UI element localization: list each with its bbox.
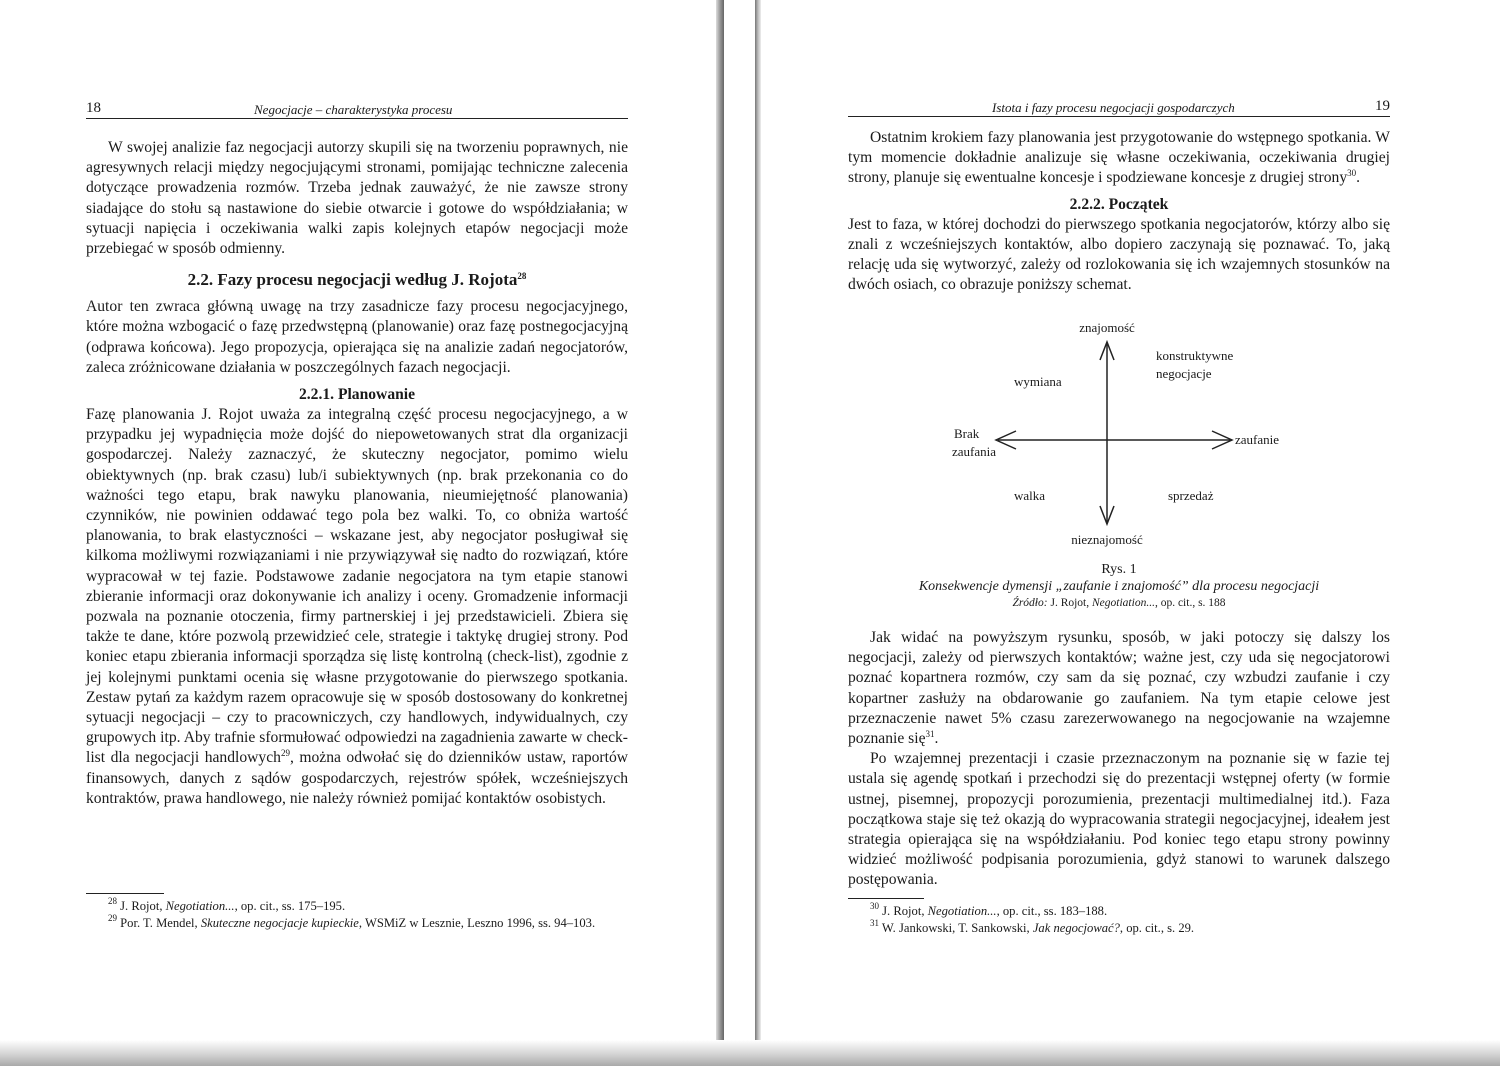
- planning-paragraph: Fazę planowania J. Rojot uważa za integralną część procesu negocjacyjnego, a w przypadku jej wypadnięcia może dojść do niepowetowanych strat dla organizacji gospodarczej. Należy zaznaczyć, że skuteczny negocjator, pomimo wielu obiektywnych (np. brak czasu) lub/i subiektywnych (np. brak przekonania co do ważności tego etapu, brak nawyku planowania, nieumiejętność planowania) czynników, nie powinien oddawać tego pola bez walki. To, co obniża wartość planowania, to brak elastyczności – wskazane jest, aby negocjator posługiwał się kilkoma możliwymi rozwiązaniami i nie przywiązywał się nadto do rozwiązań, które wypracował w tej fazie. Podstawowe zadanie negocjatora na tym etapie stanowi zbieranie informacji oraz dokonywanie ich analizy i oceny. Gromadzenie informacji pozwala na poznanie otoczenia, firmy partnerskiej i jej przedstawicieli. Zbiera się także te dane, które pozwolą przewidzieć cele, strategie i taktykę drugiej strony. Pod koniec etapu zbierania informacji sporządza się listę kontrolną (check-list), zgodnie z jej kolejnymi punktami ocenia się własne przygotowanie do pierwszego spotkania. Zestaw pytań za każdym razem opracowuje się w sposób dostosowany do konkretnej sytuacji negocjacji – czy to pracowniczych, czy handlowych, indywidualnych, czy grupowych itp. Aby trafnie sformułować odpowiedzi na zagadnienia zawarte w check-list dla negocjacji handlowych$^{29}$, można odwołać się do dzienników ustaw, raportów finansowych, danych z sądów gospodarczych, rejestrów spółek, wcześniejszych kontraktów, prawa handlowego, nie należy również pomijać kontaktów osobistych.: [86, 406, 628, 807]
- right-footnotes: [848, 903, 1390, 937]
- footnote-rule: [848, 898, 924, 899]
- footnote-ref: 29: [280, 748, 290, 759]
- axis-label-right: zaufanie: [1235, 432, 1280, 447]
- intro-paragraph: Ostatnim krokiem fazy planowania jest przygotowanie do wstępnego spotkania. W tym momencie dokładnie analizuje się własne oczekiwania, oczekiwania drugiej strony, planuje się ewentualne koncesje i spodziewane koncesje z drugiej strony$^{30}$.: [848, 129, 1390, 187]
- footnote-ref: 31: [925, 729, 935, 740]
- quadrant-label: walka: [1014, 488, 1046, 503]
- footnote: $^{30}$ J. Rojot, Negotiation..., op. cit., ss. 183–188.: [870, 901, 1108, 918]
- subsection-heading: 2.2.2. Początek: [1069, 195, 1169, 213]
- page-number: 19: [1375, 98, 1390, 114]
- section-heading: 2.2. Fazy procesu negocjacji według J. Rojota$^{28}$: [187, 270, 527, 290]
- caption-number: Rys. 1: [1101, 562, 1137, 577]
- footnote: $^{31}$ W. Jankowski, T. Sankowski, Jak negocjować?, op. cit., s. 29.: [870, 918, 1195, 935]
- right-page: [760, 0, 1500, 1066]
- right-running-header: [848, 96, 1390, 117]
- running-head: Istota i fazy procesu negocjacji gospodarczych: [992, 100, 1235, 115]
- footnote: $^{28}$ J. Rojot, Negotiation..., op. cit., ss. 175–195.: [108, 896, 346, 913]
- quadrant-label: konstruktywne: [1156, 348, 1234, 363]
- scan-bottom-shadow: [0, 1040, 1500, 1066]
- paragraph: Jak widać na powyższym rysunku, sposób, w jaki potoczy się dalszy los negocjacji, zależy od pierwszych kontaktów; ważne jest, czy uda się negocjatorowi poznać kopartnera rozmów, czy sam da się poznać, czy wzbudzi zaufanie i czy kopartner zasłuży na obdarowanie go zaufaniem. Na tym etapie celowe jest przeznaczenie nawet 5% czasu zarezerwowanego na negocjowanie na wzajemne poznanie się$^{31}$.: [848, 629, 1390, 748]
- footnote-rule: [86, 893, 164, 894]
- quadrant-label: sprzedaż: [1168, 488, 1214, 503]
- left-page: [0, 0, 740, 1066]
- right-body-bottom: [848, 628, 1390, 891]
- caption-source: Źródło: J. Rojot, Negotiation..., op. cit., s. 188: [1012, 597, 1226, 609]
- footnote: $^{29}$ Por. T. Mendel, Skuteczne negocjacje kupieckie, WSMiZ w Lesznie, Leszno 1996, ss. 94–103.: [108, 913, 596, 930]
- section-paragraph: Autor ten zwraca główną uwagę na trzy zasadnicze fazy procesu negocjacyjnego, które można wzbogacić o fazę przedwstępną (planowanie) oraz fazę postnegocjacyjną (odprawa końcowa). Jego propozycja, opierająca się na analizie zadań negocjatorów, zaleca zróżnicowane działania w poszczególnych fazach negocjacji.: [86, 298, 628, 376]
- axis-label-top: znajomość: [1079, 320, 1135, 335]
- quadrant-label: wymiana: [1014, 374, 1062, 389]
- intro-paragraph: W swojej analizie faz negocjacji autorzy skupili się na tworzeniu poprawnych, nie agresywnych relacji między negocjującymi stronami, pomijając techniczne zalecenia dotyczące prowadzenia rozmów. Trzeba jednak zauważyć, że nie zawsze strony siadające do stołu są nastawione do siebie otwarcie i gotowe do współdziałania; w sytuacji napięcia i oczekiwania walki zapis kolejnych etapów negocjacji może przebiegać w sposób odmienny.: [86, 139, 628, 258]
- left-running-header: [86, 98, 628, 119]
- subsection-heading: 2.2.1. Planowanie: [298, 386, 416, 404]
- left-body: [86, 138, 628, 809]
- caption-title: Konsekwencje dymensji „zaufanie i znajomość” dla procesu negocjacji: [918, 579, 1320, 594]
- right-body-top: [848, 128, 1390, 295]
- book-spine-shadow: [716, 0, 724, 1066]
- figure-caption: [848, 561, 1390, 612]
- axis-label-left: Brak: [954, 426, 980, 441]
- start-paragraph: Jest to faza, w której dochodzi do pierwszego spotkania negocjatorów, którzy albo się znali z wcześniejszych kontaktów, albo dopiero zaczynają się poznawać. To, jaką relację uda się wytworzyć, zależy od rozlokowania się ich wzajemnych stosunków na dwóch osiach, co obrazuje poniższy schemat.: [848, 215, 1390, 294]
- footnote-ref: 30: [1347, 168, 1357, 179]
- axis-label-left: zaufania: [952, 444, 997, 459]
- axis-label-bottom: nieznajomość: [1071, 532, 1143, 547]
- running-head: Negocjacje – charakterystyka procesu: [254, 102, 453, 117]
- footnote-ref: 28: [517, 271, 527, 282]
- page-number: 18: [86, 100, 101, 116]
- quadrant-label: negocjacje: [1156, 366, 1212, 381]
- paragraph: Po wzajemnej prezentacji i czasie przeznaczonym na poznanie się w fazie tej ustala się agendę spotkań i przechodzi się do prezentacji wstępnej oferty (w formie ustnej, pisemnej, propozycji porozumienia, prezentacji multimedialnej itd.). Faza początkowa staje się też okazją do wypracowania strategii negocjacyjnej, ideałem jest strategia opierająca się na współdziałaniu. Pod koniec tego etapu strony powinny widzieć możliwość podpisania porozumienia, gdyż stanowi to warunek dalszego postępowania.: [848, 750, 1390, 889]
- left-footnotes: [86, 898, 628, 932]
- trust-familiarity-diagram: [940, 318, 1320, 554]
